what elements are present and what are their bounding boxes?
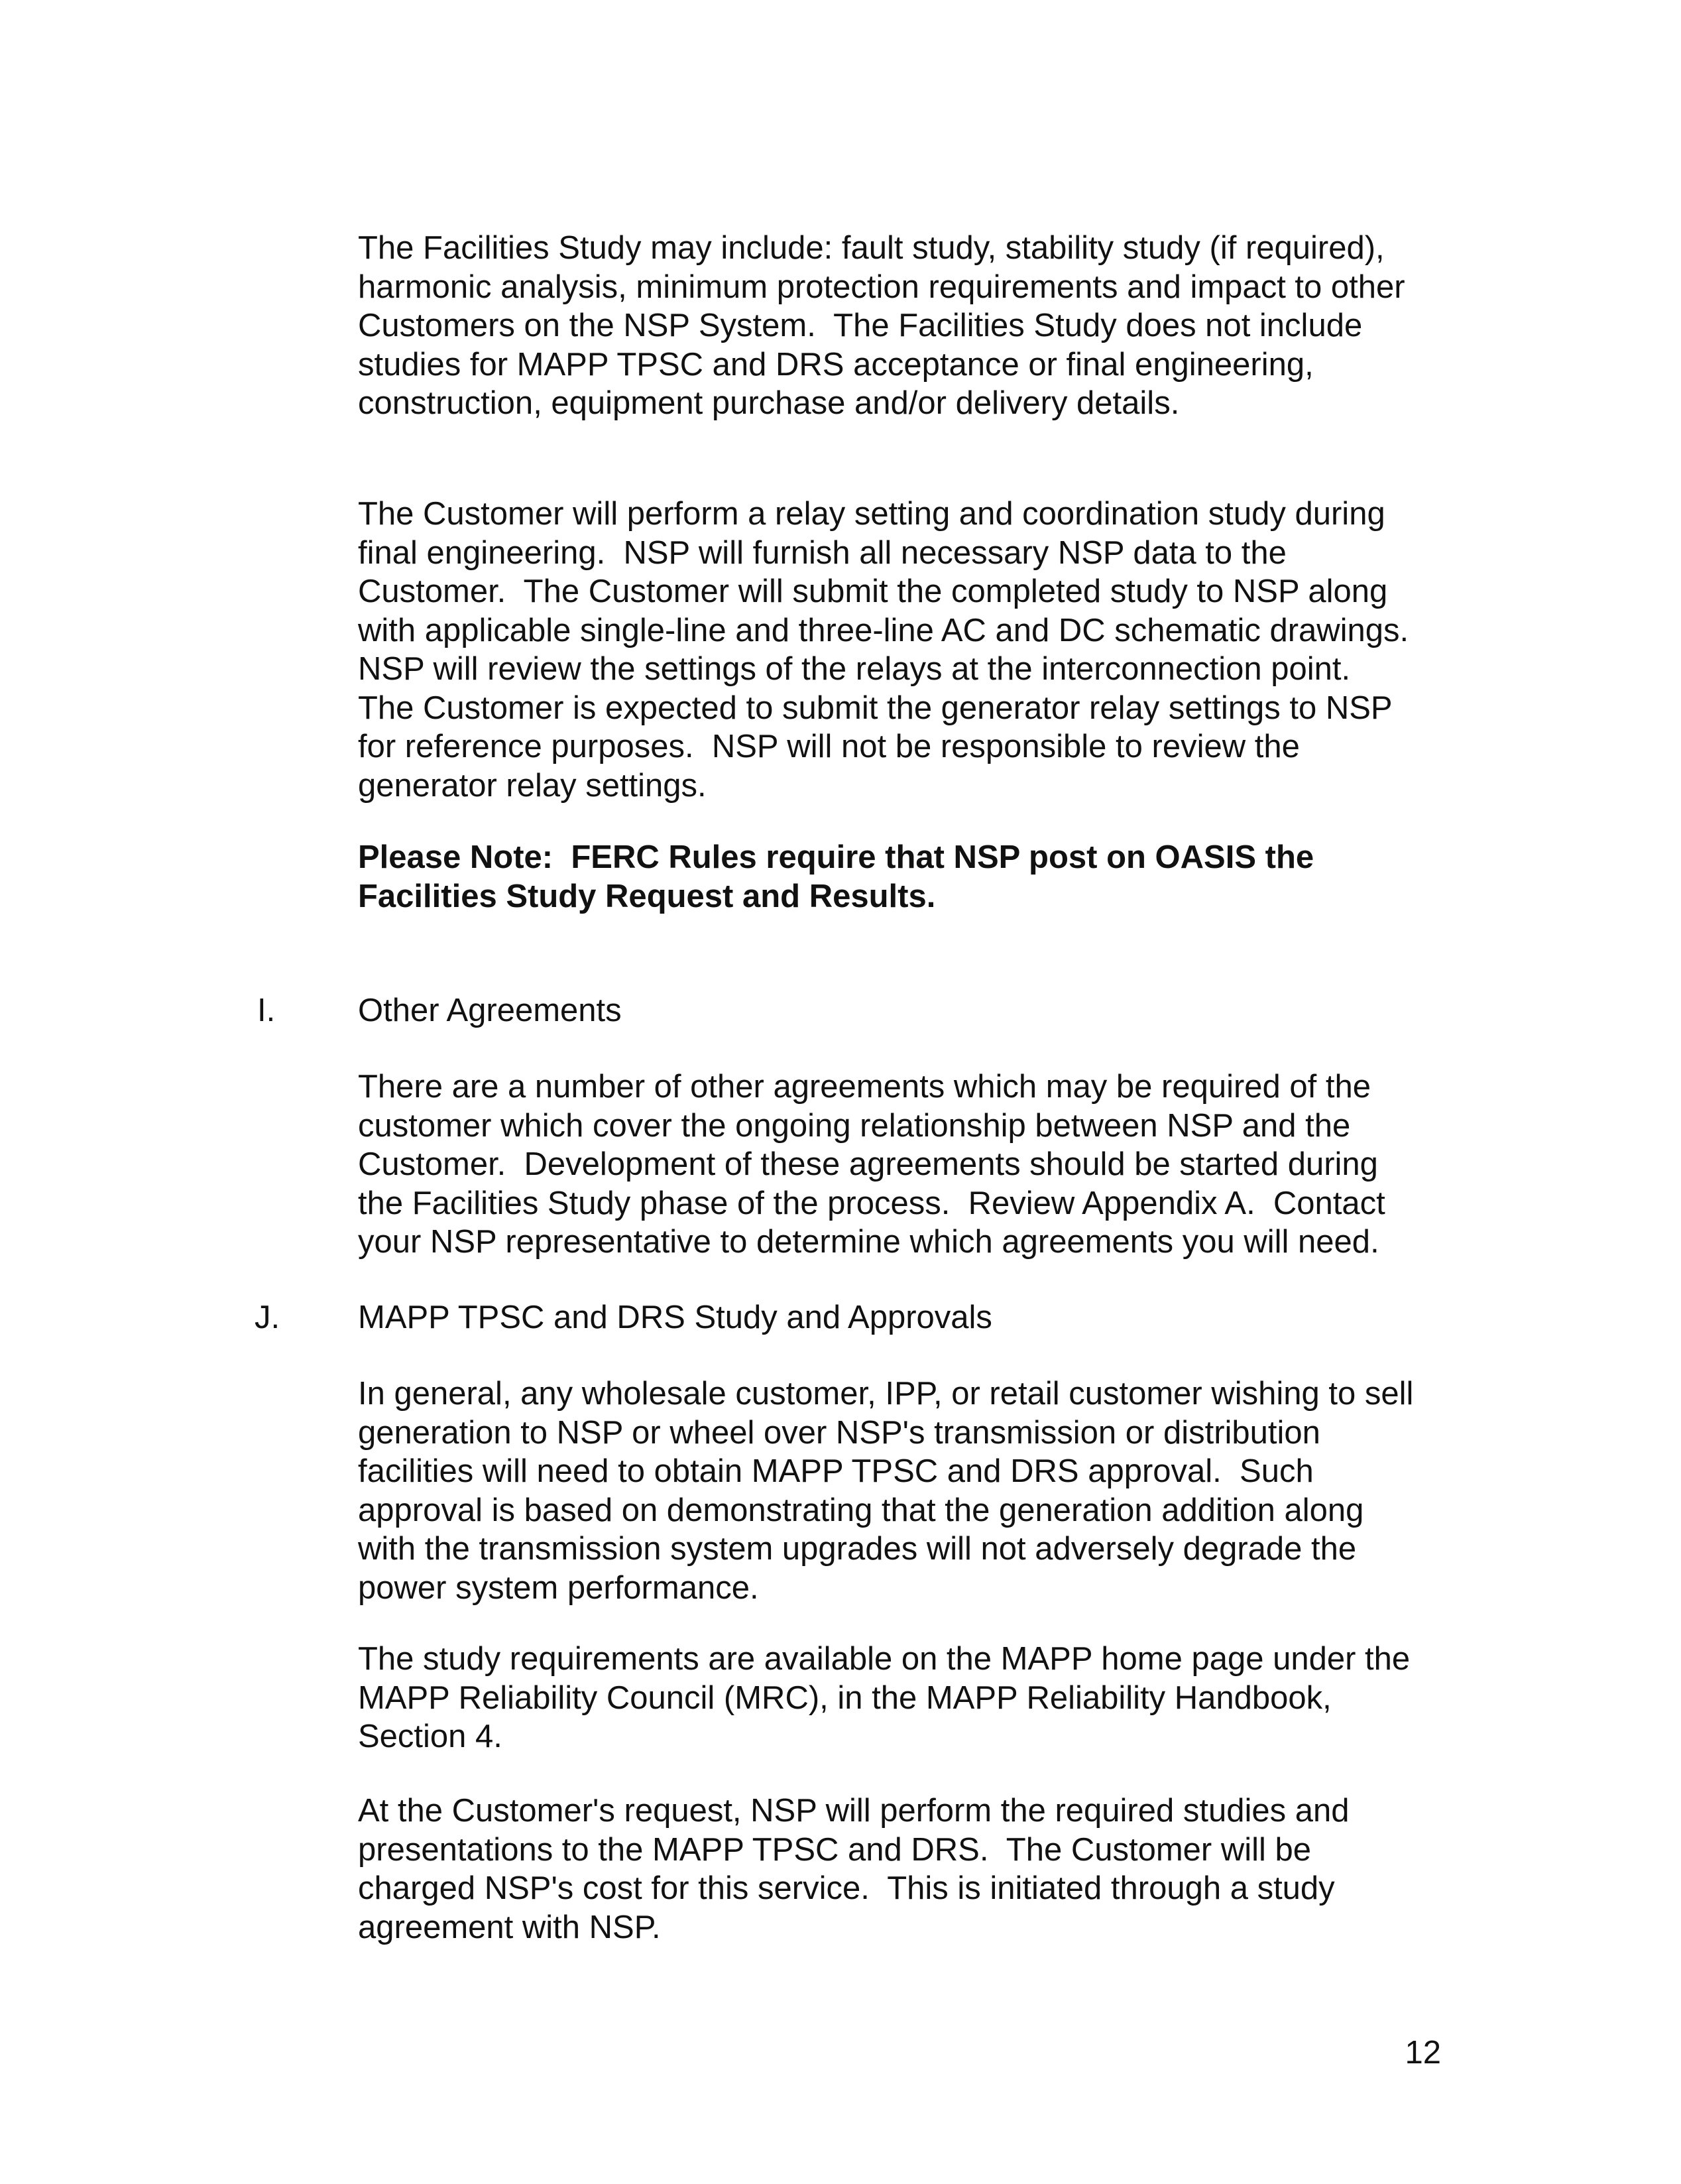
section-i-paragraph: There are a number of other agreements which may be required of the customer which cover the ongoing relationship between NSP and the Customer. Development of these agreements should be started during the Facilities Study phase of the process. Review Appendix A. Contact your NSP representative to determine which agreements you will need. (358, 1069, 1385, 1260)
section-i-title: Other Agreements (358, 993, 622, 1028)
section-j-marker: J. (255, 1300, 280, 1335)
section-i-marker: I. (257, 993, 276, 1028)
page-number: 12 (1405, 2035, 1441, 2071)
section-j-paragraph-3: At the Customer's request, NSP will perform the required studies and presentations to the MAPP TPSC and DRS. The Customer will be charged NSP's cost for this service. This is initiated through a study agreement with NSP. (358, 1793, 1350, 1945)
section-j-paragraph-2: The study requirements are available on the MAPP home page under the MAPP Reliability Council (MRC), in the MAPP Reliability Handbook, Section 4. (358, 1641, 1411, 1754)
paragraph-facilities-study: The Facilities Study may include: fault study, stability study (if required), harmonic analysis, minimum protection requirements and impact to other Customers on the NSP System. The Facilities Study does not include studies for MAPP TPSC and DRS acceptance or final engineering, construction, equipment purchase and/or delivery details. (358, 230, 1405, 421)
paragraph-relay-setting: The Customer will perform a relay setting and coordination study during final engineering. NSP will furnish all necessary NSP data to the Customer. The Customer will submit the completed study to NSP along with applicable single-line and three-line AC and DC schematic drawings. NSP will review the settings of the relays at the interconnection point. The Customer is expected to submit the generator relay settings to NSP for reference purposes. NSP will not be responsible to review the generator relay settings. (358, 496, 1409, 804)
note-ferc-rules: Please Note: FERC Rules require that NSP post on OASIS the Facilities Study Request and Results. (358, 839, 1314, 914)
section-j-paragraph-1: In general, any wholesale customer, IPP, or retail customer wishing to sell generation to NSP or wheel over NSP's transmission or distribution facilities will need to obtain MAPP TPSC and DRS approval. Such approval is based on demonstrating that the generation addition along with the transmission system upgrades will not adversely degrade the power system performance. (358, 1376, 1414, 1606)
section-j-title: MAPP TPSC and DRS Study and Approvals (358, 1300, 992, 1335)
